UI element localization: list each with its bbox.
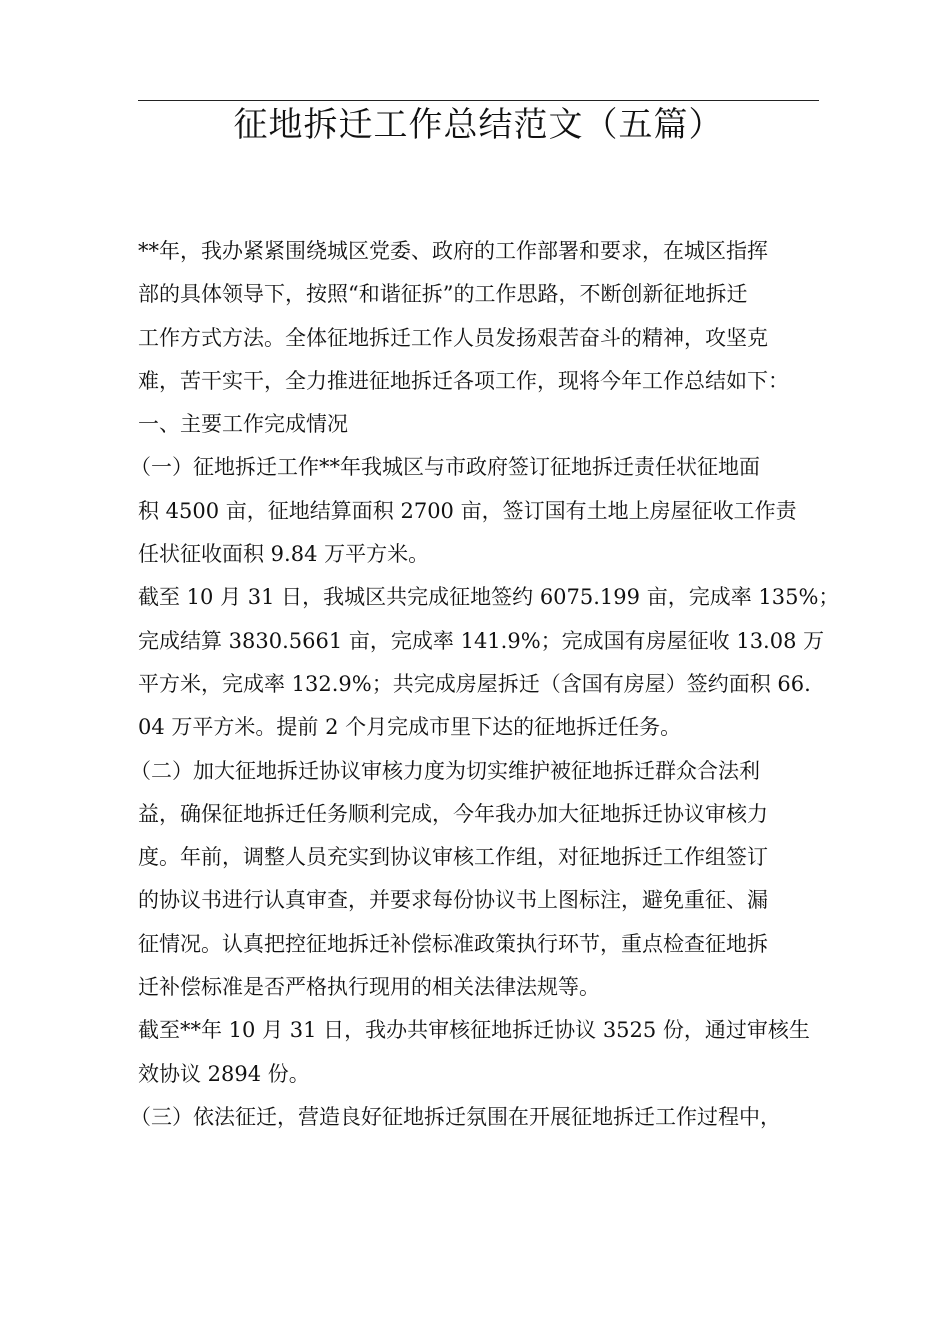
body-line: 部的具体领导下，按照“和谐征拆”的工作思路，不断创新征地拆迁 — [138, 282, 748, 307]
body-line: 工作方式方法。全体征地拆迁工作人员发扬艰苦奋斗的精神，攻坚克 — [138, 325, 768, 350]
body-line: 完成结算 3830.5661 亩，完成率 141.9%；完成国有房屋征收 13.08 万 — [138, 628, 825, 653]
body-line: 迁补偿标准是否严格执行现用的相关法律法规等。 — [138, 975, 600, 1000]
body-line: 截至**年 10 月 31 日，我办共审核征地拆迁协议 3525 份，通过审核生 — [138, 1018, 810, 1043]
header-rule — [138, 100, 819, 101]
document-title: 征地拆迁工作总结范文（五篇） — [233, 105, 724, 145]
body-line: 度。年前，调整人员充实到协议审核工作组，对征地拆迁工作组签订 — [138, 845, 768, 870]
body-line: 积 4500 亩，征地结算面积 2700 亩，签订国有土地上房屋征收工作责 — [138, 498, 797, 523]
subsection-heading: （一）征地拆迁工作**年我城区与市政府签订征地拆迁责任状征地面 — [130, 455, 760, 480]
subsection-heading: （三）依法征迁，营造良好征地拆迁氛围在开展征地拆迁工作过程中， — [130, 1104, 781, 1129]
body-line: 任状征收面积 9.84 万平方米。 — [138, 542, 430, 567]
body-line: 的协议书进行认真审查，并要求每份协议书上图标注，避免重征、漏 — [138, 888, 768, 913]
body-line: 平方米，完成率 132.9%；共完成房屋拆迁（含国有房屋）签约面积 66. — [138, 671, 811, 696]
body-line: 效协议 2894 份。 — [138, 1061, 310, 1086]
body-line: 04 万平方米。提前 2 个月完成市里下达的征地拆迁任务。 — [138, 715, 682, 740]
body-line: **年，我办紧紧围绕城区党委、政府的工作部署和要求，在城区指挥 — [138, 239, 768, 263]
document-body — [130, 230, 840, 1139]
body-line: 截至 10 月 31 日，我城区共完成征地签约 6075.199 亩，完成率 135%； — [138, 585, 840, 610]
body-line: 难，苦干实干，全力推进征地拆迁各项工作，现将今年工作总结如下： — [138, 368, 789, 393]
body-line: 益，确保征地拆迁任务顺利完成，今年我办加大征地拆迁协议审核力 — [138, 801, 768, 826]
body-line: 征情况。认真把控征地拆迁补偿标准政策执行环节，重点检查征地拆 — [138, 931, 768, 956]
section-heading: 一、主要工作完成情况 — [138, 412, 348, 437]
subsection-heading: （二）加大征地拆迁协议审核力度为切实维护被征地拆迁群众合法利 — [130, 758, 760, 783]
